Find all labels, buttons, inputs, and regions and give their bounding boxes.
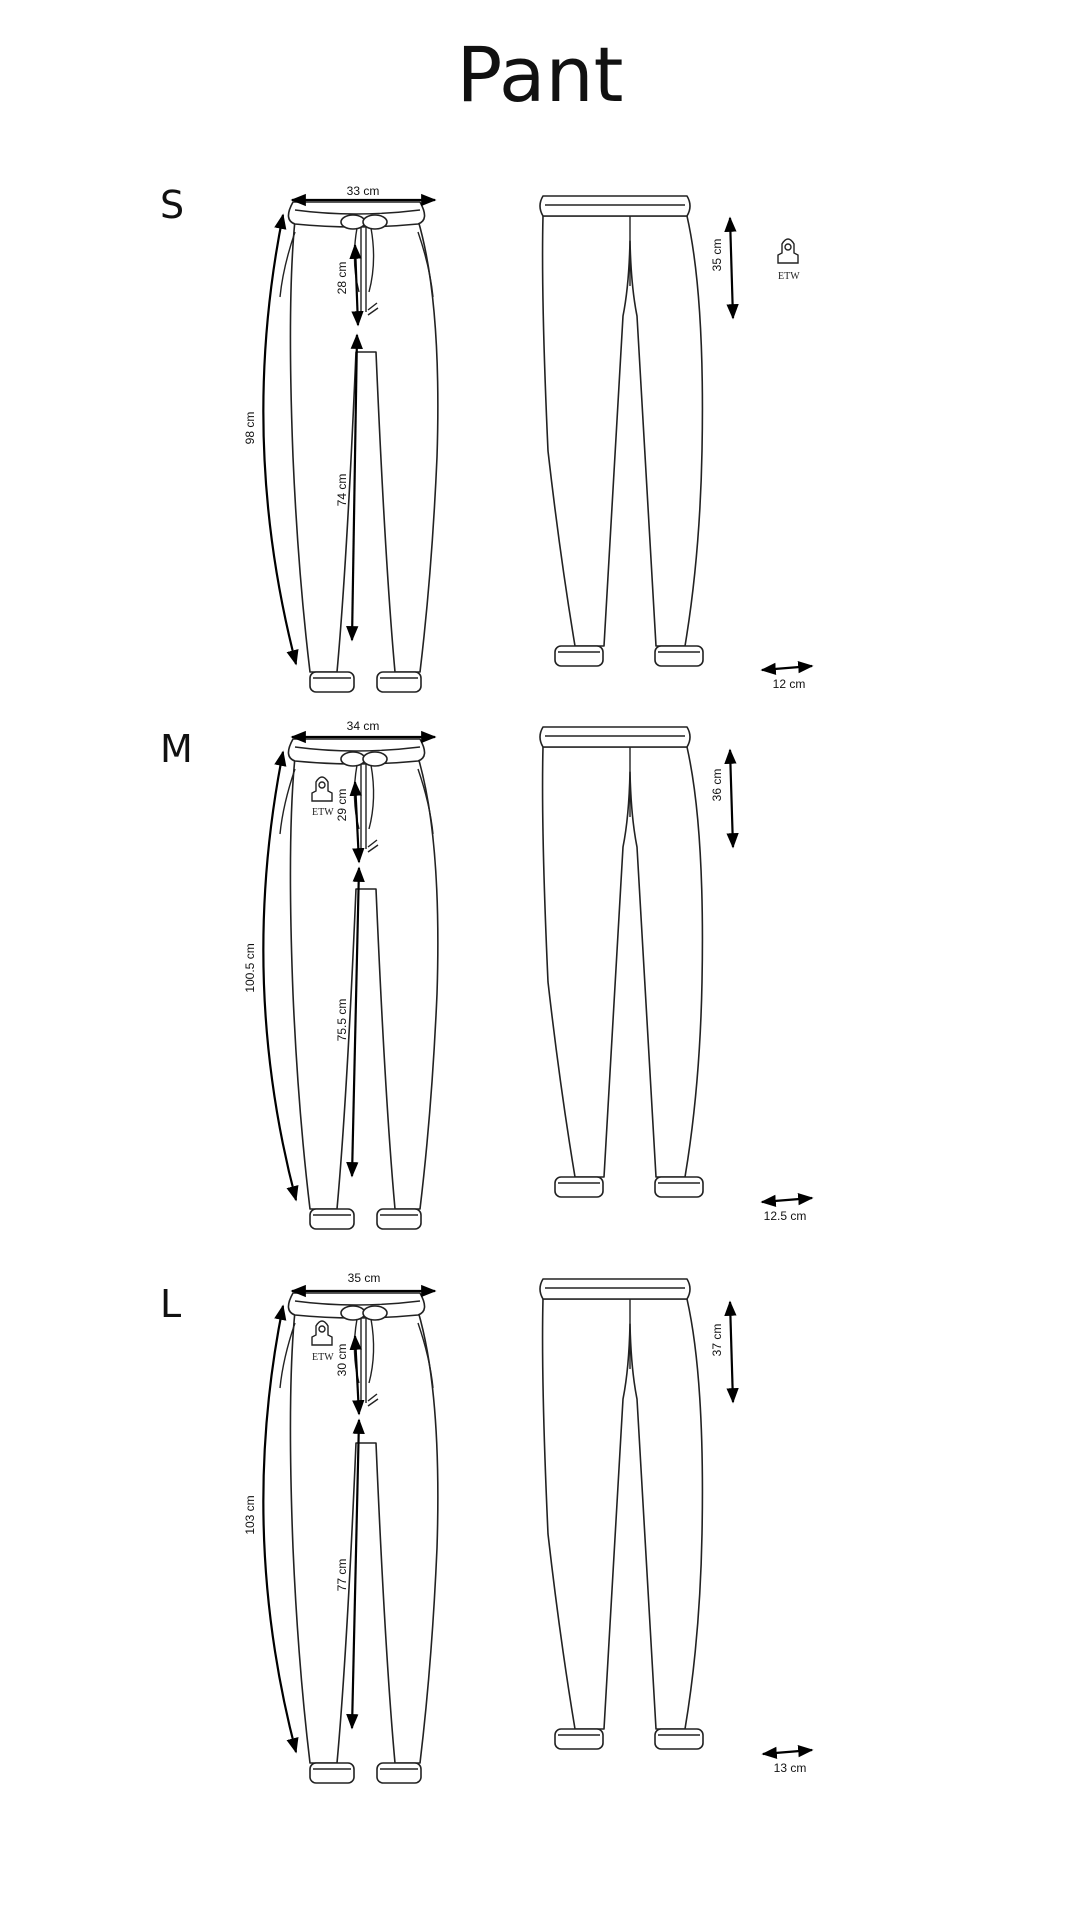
dim-rise-back-m <box>730 750 733 847</box>
size-l-group <box>243 1271 812 1783</box>
rise-back-s: 35 cm <box>710 238 724 272</box>
dim-rise-back-s <box>730 218 733 318</box>
cuff-l: 13 cm <box>773 1761 807 1775</box>
cuff-m: 12.5 cm <box>763 1209 807 1223</box>
logo-text: ETW <box>778 271 800 282</box>
front-pant-m <box>280 739 438 1229</box>
back-pant-l <box>540 1279 703 1749</box>
page-title: Pant <box>456 30 624 119</box>
logo-text: ETW <box>312 807 334 818</box>
cuff-s: 12 cm <box>772 677 806 691</box>
etw-logo-icon <box>778 239 798 263</box>
size-s-group <box>243 184 812 692</box>
size-m-group <box>243 719 812 1229</box>
dim-rise-back-l <box>730 1302 733 1402</box>
rise-front-l: 30 cm <box>335 1343 349 1377</box>
size-label-l: L <box>160 1282 182 1326</box>
waist-s: 33 cm <box>346 184 380 198</box>
rise-front-m: 29 cm <box>335 788 349 822</box>
size-label-m: M <box>160 727 193 771</box>
size-label-s: S <box>160 183 185 227</box>
waist-m: 34 cm <box>346 719 380 733</box>
inseam-m: 75.5 cm <box>335 998 349 1042</box>
length-m: 100.5 cm <box>243 943 257 993</box>
back-pant-s <box>540 196 703 666</box>
dim-cuff-m <box>762 1198 812 1202</box>
rise-back-m: 36 cm <box>710 768 724 802</box>
inseam-l: 77 cm <box>335 1558 349 1592</box>
rise-back-l: 37 cm <box>710 1323 724 1357</box>
dim-cuff-l <box>763 1750 812 1754</box>
inseam-s: 74 cm <box>335 473 349 507</box>
dim-cuff-s <box>762 666 812 670</box>
back-pant-m <box>540 727 703 1197</box>
front-pant-s <box>280 202 438 692</box>
length-l: 103 cm <box>243 1495 257 1535</box>
length-s: 98 cm <box>243 411 257 445</box>
front-pant-l <box>280 1293 438 1783</box>
logo-text: ETW <box>312 1352 334 1363</box>
waist-l: 35 cm <box>347 1271 381 1285</box>
rise-front-s: 28 cm <box>335 261 349 295</box>
